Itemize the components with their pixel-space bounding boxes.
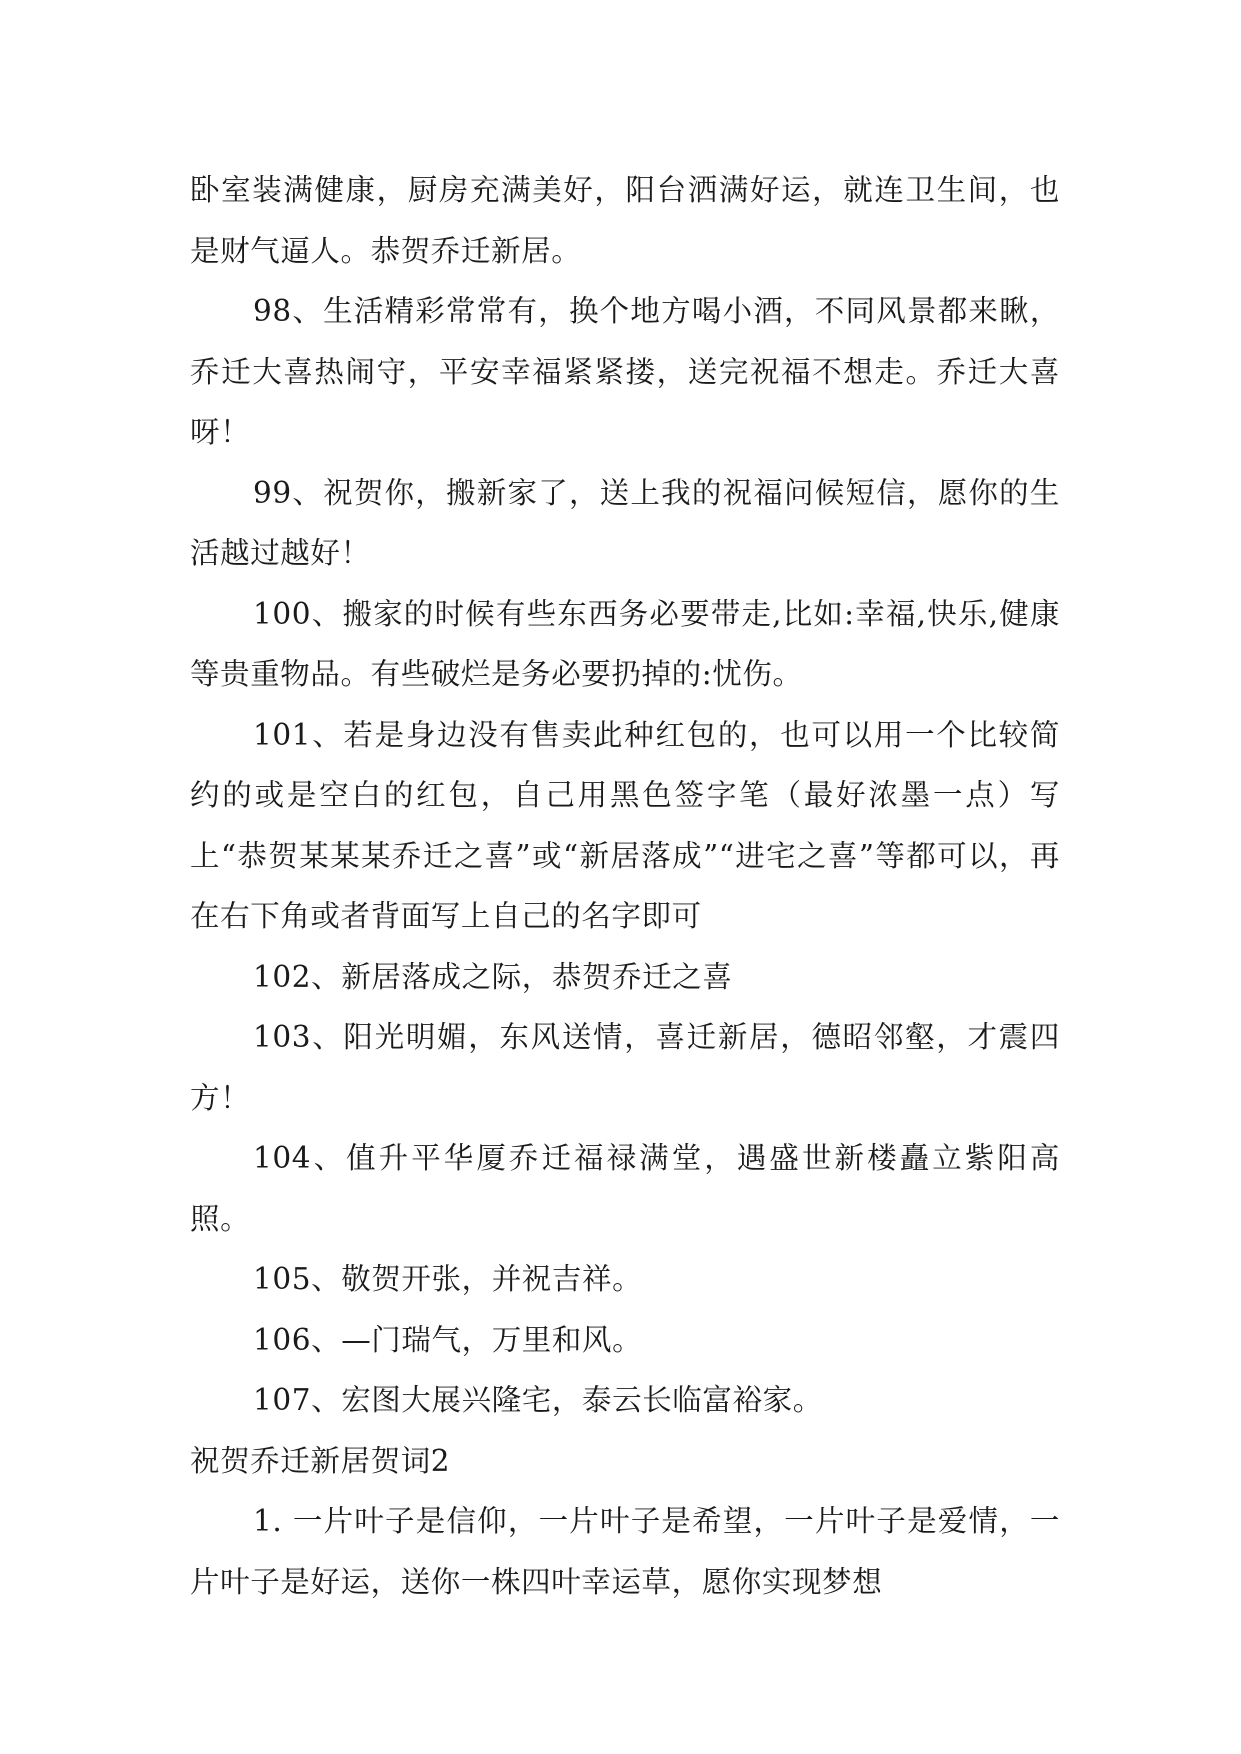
paragraph-section2-1: 1. 一片叶子是信仰，一片叶子是希望，一片叶子是爱情，一片叶子是好运，送你一株四叶幸运草，愿你实现梦想 [190, 1504, 1060, 1599]
paragraph-100: 100、搬家的时候有些东西务必要带走,比如:幸福,快乐,健康等贵重物品。有些破烂是务必要扔掉的:忧伤。 [190, 596, 1060, 691]
paragraph-98: 98、生活精彩常常有，换个地方喝小酒，不同风景都来瞅，乔迁大喜热闹守，平安幸福紧紧搂，送完祝福不想走。乔迁大喜呀！ [190, 294, 1060, 449]
paragraph-105: 105、敬贺开张，并祝吉祥。 [253, 1262, 643, 1296]
document-body [190, 160, 1060, 1612]
paragraph-99: 99、祝贺你，搬新家了，送上我的祝福问候短信，愿你的生活越过越好！ [190, 475, 1060, 570]
paragraph-0: 卧室装满健康，厨房充满美好，阳台洒满好运，就连卫生间，也是财气逼人。恭贺乔迁新居。 [190, 173, 1060, 268]
paragraph-103: 103、阳光明媚，东风送情，喜迁新居，德昭邻壑，才震四方！ [190, 1020, 1060, 1115]
paragraph-106: 106、—门瑞气，万里和风。 [253, 1322, 643, 1357]
paragraph-104: 104、值升平华厦乔迁福禄满堂，遇盛世新楼矗立紫阳高照。 [190, 1141, 1060, 1236]
paragraph-107: 107、宏图大展兴隆宅，泰云长临富裕家。 [253, 1383, 823, 1417]
section-heading: 祝贺乔迁新居贺词2 [190, 1443, 451, 1478]
paragraph-101: 101、若是身边没有售卖此种红包的，也可以用一个比较简约的或是空白的红包，自己用黑色签字笔（最好浓墨一点）写上“恭贺某某某乔迁之喜”或“新居落成”“进宅之喜”等都可以，再在右下角或者背面写上自己的名字即可 [190, 717, 1060, 933]
paragraph-102: 102、新居落成之际，恭贺乔迁之喜 [253, 959, 733, 994]
